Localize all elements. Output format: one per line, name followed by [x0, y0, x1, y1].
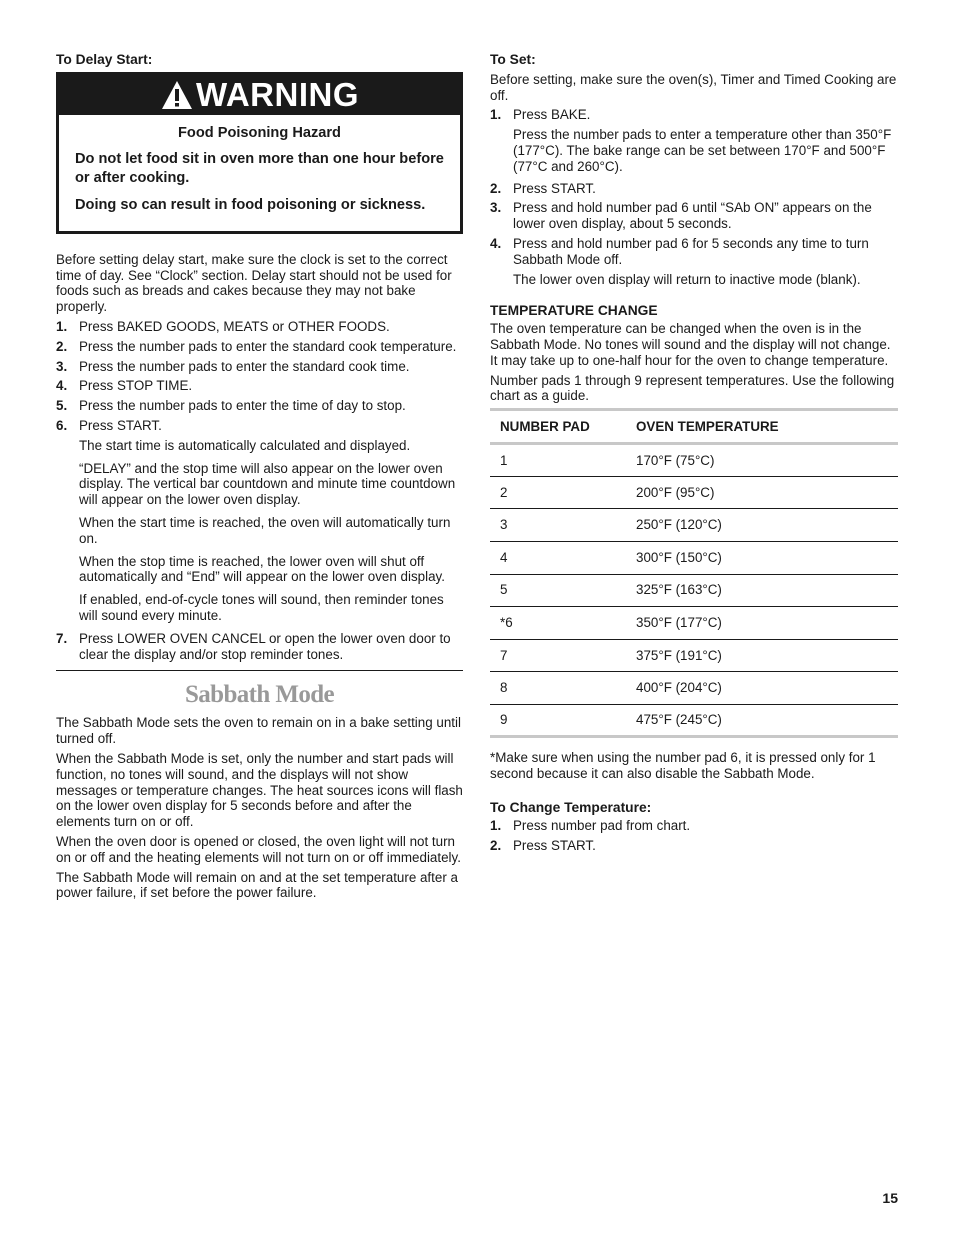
number-pad-cell: 3 — [500, 517, 508, 533]
sabbath-paragraph: The Sabbath Mode sets the oven to remain on in a bake setting until turned off. — [56, 715, 461, 747]
warning-line: Doing so can result in food poisoning or sickness. — [75, 196, 426, 213]
step-number: 2. — [490, 180, 502, 196]
table-row — [490, 574, 898, 607]
temperature-cell: 475°F (245°C) — [636, 712, 722, 728]
step-item — [56, 359, 463, 375]
warning-line: Do not let food sit in oven more than one hour before or after cooking. — [75, 150, 444, 186]
table-row — [490, 704, 898, 737]
table-row — [490, 639, 898, 672]
number-pad-cell: 9 — [500, 712, 508, 728]
table-row — [490, 476, 898, 509]
warning-header — [59, 75, 460, 115]
step-text: Press the number pads to enter the standard cook time. — [79, 358, 410, 374]
step-item — [490, 107, 898, 174]
step-text: Press STOP TIME. — [79, 378, 193, 394]
warning-body — [59, 115, 460, 231]
step-item — [56, 378, 463, 394]
step-item — [56, 398, 463, 414]
step-text: Press LOWER OVEN CANCEL or open the lower oven door to clear the display and/or stop reminder tones. — [79, 630, 451, 662]
step-note: If enabled, end-of-cycle tones will sound, then reminder tones will sound every minute. — [79, 592, 444, 623]
table-row — [490, 672, 898, 705]
sabbath-paragraph: The Sabbath Mode will remain on and at the set temperature after a power failure, if set before the power failure. — [56, 869, 458, 901]
delay-start-heading: To Delay Start: — [56, 52, 153, 67]
step-item — [490, 838, 898, 854]
number-pad-cell: *6 — [500, 615, 513, 630]
to-set-steps — [490, 107, 898, 287]
step-item — [56, 631, 463, 663]
step-number: 5. — [56, 398, 68, 414]
page-number: 15 — [882, 1190, 898, 1206]
table-row — [490, 509, 898, 542]
step-number: 3. — [56, 358, 68, 374]
delay-start-steps — [56, 319, 463, 662]
step-note: The lower oven display will return to inactive mode (blank). — [513, 271, 861, 287]
temperature-cell: 350°F (177°C) — [636, 615, 722, 630]
step-number: 1. — [56, 318, 68, 334]
step-text: Press and hold number pad 6 for 5 seconds any time to turn Sabbath Mode off. — [513, 235, 869, 267]
step-item — [56, 319, 463, 335]
warning-label: WARNING — [196, 75, 359, 113]
table-row — [490, 541, 898, 574]
step-number: 1. — [490, 107, 502, 123]
step-item — [490, 200, 898, 232]
step-text: Press the number pads to enter the standard cook temperature. — [79, 338, 457, 354]
number-pad-cell: 5 — [500, 582, 508, 598]
table-footnote: *Make sure when using the number pad 6, it is pressed only for 1 second because it can also disable the Sabbath Mode. — [490, 750, 876, 782]
step-text: Press the number pads to enter the time of day to stop. — [79, 398, 406, 414]
step-note: When the stop time is reached, the lower oven will shut off automatically and “End” will appear on the lower oven display. — [79, 553, 445, 585]
number-pad-cell: 1 — [500, 452, 508, 468]
table-row — [490, 444, 898, 477]
number-pad-cell: 4 — [500, 549, 508, 565]
step-number: 2. — [56, 338, 68, 354]
table-row — [490, 607, 898, 640]
temperature-cell: 200°F (95°C) — [636, 484, 715, 500]
step-note: When the start time is reached, the oven will automatically turn on. — [79, 514, 451, 546]
step-item — [56, 418, 463, 624]
step-item — [56, 339, 463, 355]
step-number: 4. — [56, 378, 68, 394]
table-header-row — [490, 410, 898, 444]
step-number: 2. — [490, 837, 502, 853]
temperature-change-heading: TEMPERATURE CHANGE — [490, 303, 658, 319]
step-number: 3. — [490, 200, 502, 216]
sabbath-mode-title: Sabbath Mode — [184, 681, 335, 709]
warning-box — [56, 72, 463, 234]
change-temperature-steps — [490, 818, 898, 854]
section-divider — [56, 670, 463, 671]
warning-triangle-icon — [160, 79, 194, 111]
step-text: Press START. — [513, 180, 596, 196]
step-number: 7. — [56, 630, 68, 646]
step-text: Press START. — [513, 837, 596, 853]
step-note: The start time is automatically calculated and displayed. — [79, 437, 411, 453]
number-pad-cell: 8 — [500, 680, 508, 696]
sabbath-paragraph: When the oven door is opened or closed, the oven light will not turn on or off and the heating elements will not turn on or off immediately. — [56, 833, 461, 865]
step-item — [490, 181, 898, 197]
step-note: “DELAY” and the stop time will also appear on the lower oven display. The vertical bar countdown and minute time countdown will appear on the lower oven display. — [79, 460, 456, 508]
step-number: 4. — [490, 235, 502, 251]
column-header-number-pad: NUMBER PAD — [500, 418, 590, 434]
step-number: 6. — [56, 417, 68, 433]
to-set-heading: To Set: — [490, 52, 536, 67]
sabbath-paragraph: When the Sabbath Mode is set, only the number and start pads will function, no tones will sound, and the displays will not show messages or temperature changes. The heat sources icons will flash on the lower oven display for 5 seconds before and after the elements turn on or off. — [56, 750, 463, 830]
temperature-cell: 300°F (150°C) — [636, 549, 722, 565]
temperature-cell: 250°F (120°C) — [636, 517, 722, 533]
temperature-cell: 170°F (75°C) — [636, 452, 715, 468]
temperature-cell: 325°F (163°C) — [636, 582, 722, 598]
temperature-cell: 400°F (204°C) — [636, 680, 722, 696]
column-header-oven-temperature: OVEN TEMPERATURE — [636, 418, 779, 434]
step-text: Press START. — [79, 417, 162, 433]
temperature-change-paragraph: The oven temperature can be changed when the oven is in the Sabbath Mode. No tones will sound and the display will not change. It may take up to one-half hour for the oven to change temperature. — [490, 321, 891, 368]
right-column — [490, 52, 898, 857]
step-text: Press BAKE. — [513, 107, 591, 123]
number-pad-cell: 7 — [500, 647, 508, 663]
step-text: Press BAKED GOODS, MEATS or OTHER FOODS. — [79, 318, 390, 334]
temperature-cell: 375°F (191°C) — [636, 647, 722, 663]
temperature-change-paragraph: Number pads 1 through 9 represent temperatures. Use the following chart as a guide. — [490, 372, 895, 404]
delay-start-intro: Before setting delay start, make sure the clock is set to the correct time of day. See “Clock” section. Delay start should not be used for foods such as breads and cakes because they may not bake properly. — [56, 251, 452, 315]
step-item — [490, 236, 898, 287]
left-column — [56, 52, 463, 905]
temperature-table — [490, 408, 898, 738]
to-set-intro: Before setting, make sure the oven(s), Timer and Timed Cooking are off. — [490, 71, 897, 103]
step-number: 1. — [490, 817, 502, 833]
step-text: Press number pad from chart. — [513, 817, 691, 833]
number-pad-cell: 2 — [500, 484, 508, 500]
step-item — [490, 818, 898, 834]
step-text: Press and hold number pad 6 until “SAb ON” appears on the lower oven display, about 5 seconds. — [513, 200, 872, 232]
step-note: Press the number pads to enter a temperature other than 350°F (177°C). The bake range can be set between 170°F and 500°F (77°C and 260°C). — [513, 127, 892, 174]
change-temperature-heading: To Change Temperature: — [490, 800, 652, 816]
hazard-title: Food Poisoning Hazard — [178, 124, 341, 141]
